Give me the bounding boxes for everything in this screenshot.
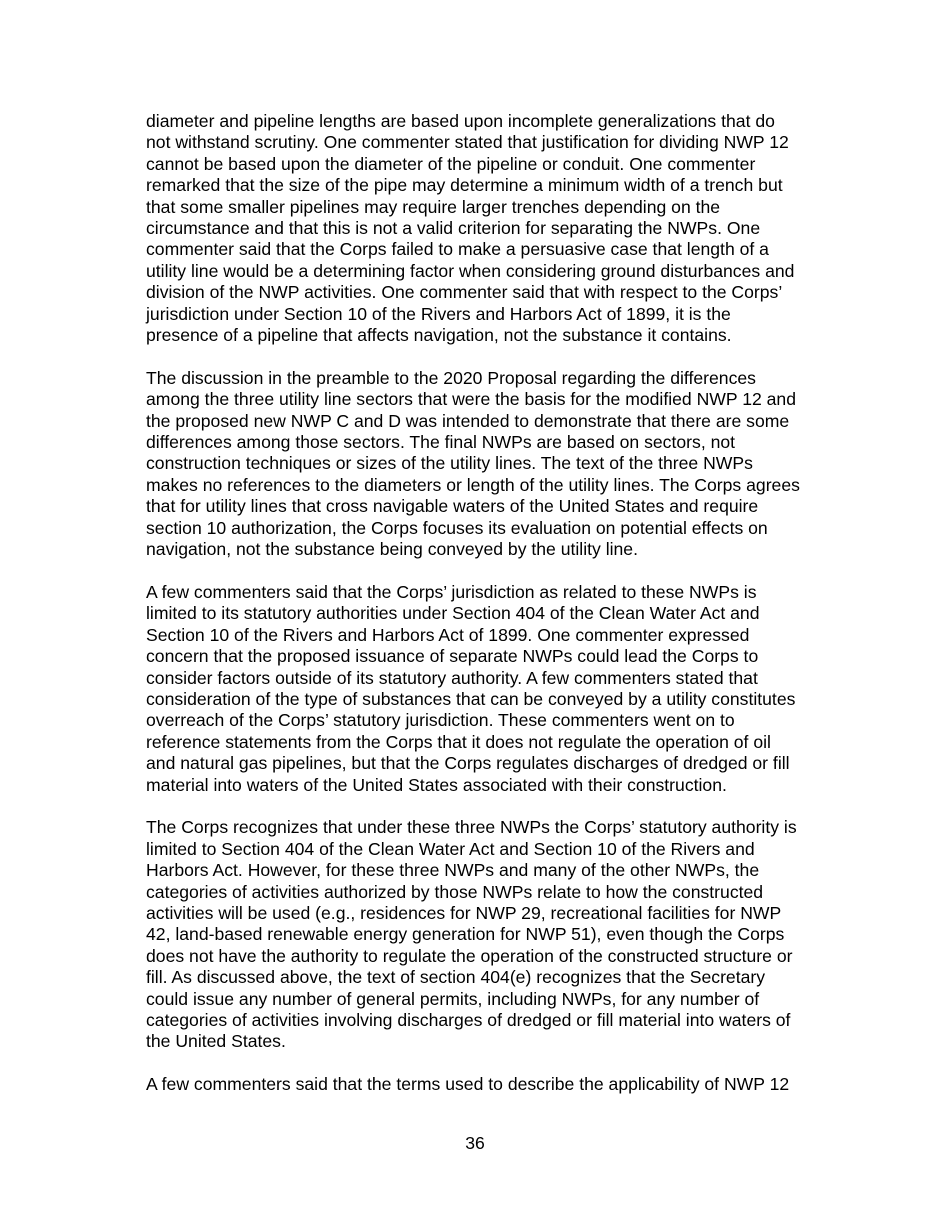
- text-line: the United States.: [146, 1031, 286, 1052]
- text-line: does not have the authority to regulate the operation of the constructed structure or: [146, 945, 793, 966]
- text-line: that for utility lines that cross navigable waters of the United States and require: [146, 496, 759, 517]
- text-line: concern that the proposed issuance of separate NWPs could lead the Corps to: [146, 646, 759, 667]
- page-number: 36: [465, 1133, 485, 1153]
- text-line: division of the NWP activities. One commenter said that with respect to the Corps’: [146, 282, 783, 303]
- text-line: cannot be based upon the diameter of the pipeline or conduit. One commenter: [146, 153, 756, 174]
- text-line: differences among those sectors. The final NWPs are based on sectors, not: [146, 432, 736, 453]
- text-line: circumstance and that this is not a valid criterion for separating the NWPs. One: [146, 218, 761, 239]
- text-line: fill. As discussed above, the text of section 404(e) recognizes that the Secretary: [146, 967, 766, 988]
- text-line: consideration of the type of substances that can be conveyed by a utility constitutes: [146, 688, 796, 709]
- text-line: construction techniques or sizes of the utility lines. The text of the three NWPs: [146, 453, 753, 474]
- text-line: that some smaller pipelines may require larger trenches depending on the: [146, 196, 721, 217]
- paragraph: [146, 368, 846, 561]
- paragraph: [146, 582, 846, 796]
- text-line: could issue any number of general permits, including NWPs, for any number of: [146, 988, 760, 1009]
- text-line: section 10 authorization, the Corps focuses its evaluation on potential effects on: [146, 517, 768, 538]
- text-line: Section 10 of the Rivers and Harbors Act of 1899. One commenter expressed: [146, 624, 750, 645]
- text-line: 42, land-based renewable energy generation for NWP 51), even though the Corps: [146, 924, 785, 945]
- text-line: commenter said that the Corps failed to make a persuasive case that length of a: [146, 239, 769, 260]
- text-line: navigation, not the substance being conveyed by the utility line.: [146, 539, 638, 560]
- text-line: diameter and pipeline lengths are based upon incomplete generalizations that do: [146, 111, 775, 131]
- text-line: activities will be used (e.g., residences for NWP 29, recreational facilities for NWP: [146, 902, 782, 923]
- text-line: jurisdiction under Section 10 of the Rivers and Harbors Act of 1899, it is the: [146, 303, 731, 324]
- paragraph: [146, 817, 846, 1052]
- text-line: material into waters of the United States associated with their construction.: [146, 774, 727, 795]
- text-line: remarked that the size of the pipe may determine a minimum width of a trench but: [146, 175, 783, 196]
- body-text: [146, 111, 846, 1117]
- paragraph: [146, 1074, 846, 1095]
- text-line: categories of activities involving discharges of dredged or fill material into waters of: [146, 1010, 791, 1031]
- text-line: presence of a pipeline that affects navigation, not the substance it contains.: [146, 325, 732, 346]
- text-line: consider factors outside of its statutory authority. A few commenters stated that: [146, 667, 758, 688]
- text-line: The discussion in the preamble to the 2020 Proposal regarding the differences: [146, 367, 756, 388]
- text-line: categories of activities authorized by those NWPs relate to how the constructed: [146, 881, 764, 902]
- text-line: utility line would be a determining factor when considering ground disturbances and: [146, 260, 795, 281]
- text-line: limited to its statutory authorities under Section 404 of the Clean Water Act and: [146, 603, 760, 624]
- text-line: limited to Section 404 of the Clean Water Act and Section 10 of the Rivers and: [146, 838, 755, 859]
- text-line: A few commenters said that the terms used to describe the applicability of NWP 12: [146, 1074, 790, 1095]
- text-line: A few commenters said that the Corps’ jurisdiction as related to these NWPs is: [146, 581, 757, 602]
- text-line: makes no references to the diameters or length of the utility lines. The Corps agrees: [146, 474, 800, 495]
- text-line: and natural gas pipelines, but that the Corps regulates discharges of dredged or fill: [146, 753, 790, 774]
- text-line: The Corps recognizes that under these three NWPs the Corps’ statutory authority is: [146, 817, 797, 838]
- text-line: among the three utility line sectors that were the basis for the modified NWP 12 and: [146, 389, 797, 410]
- text-line: not withstand scrutiny. One commenter stated that justification for dividing NWP 12: [146, 132, 789, 153]
- text-line: overreach of the Corps’ statutory jurisdiction. These commenters went on to: [146, 710, 735, 731]
- text-line: Harbors Act. However, for these three NWPs and many of the other NWPs, the: [146, 860, 760, 881]
- paragraph: [146, 111, 846, 346]
- text-line: the proposed new NWP C and D was intended to demonstrate that there are some: [146, 410, 790, 431]
- text-line: reference statements from the Corps that it does not regulate the operation of oil: [146, 731, 771, 752]
